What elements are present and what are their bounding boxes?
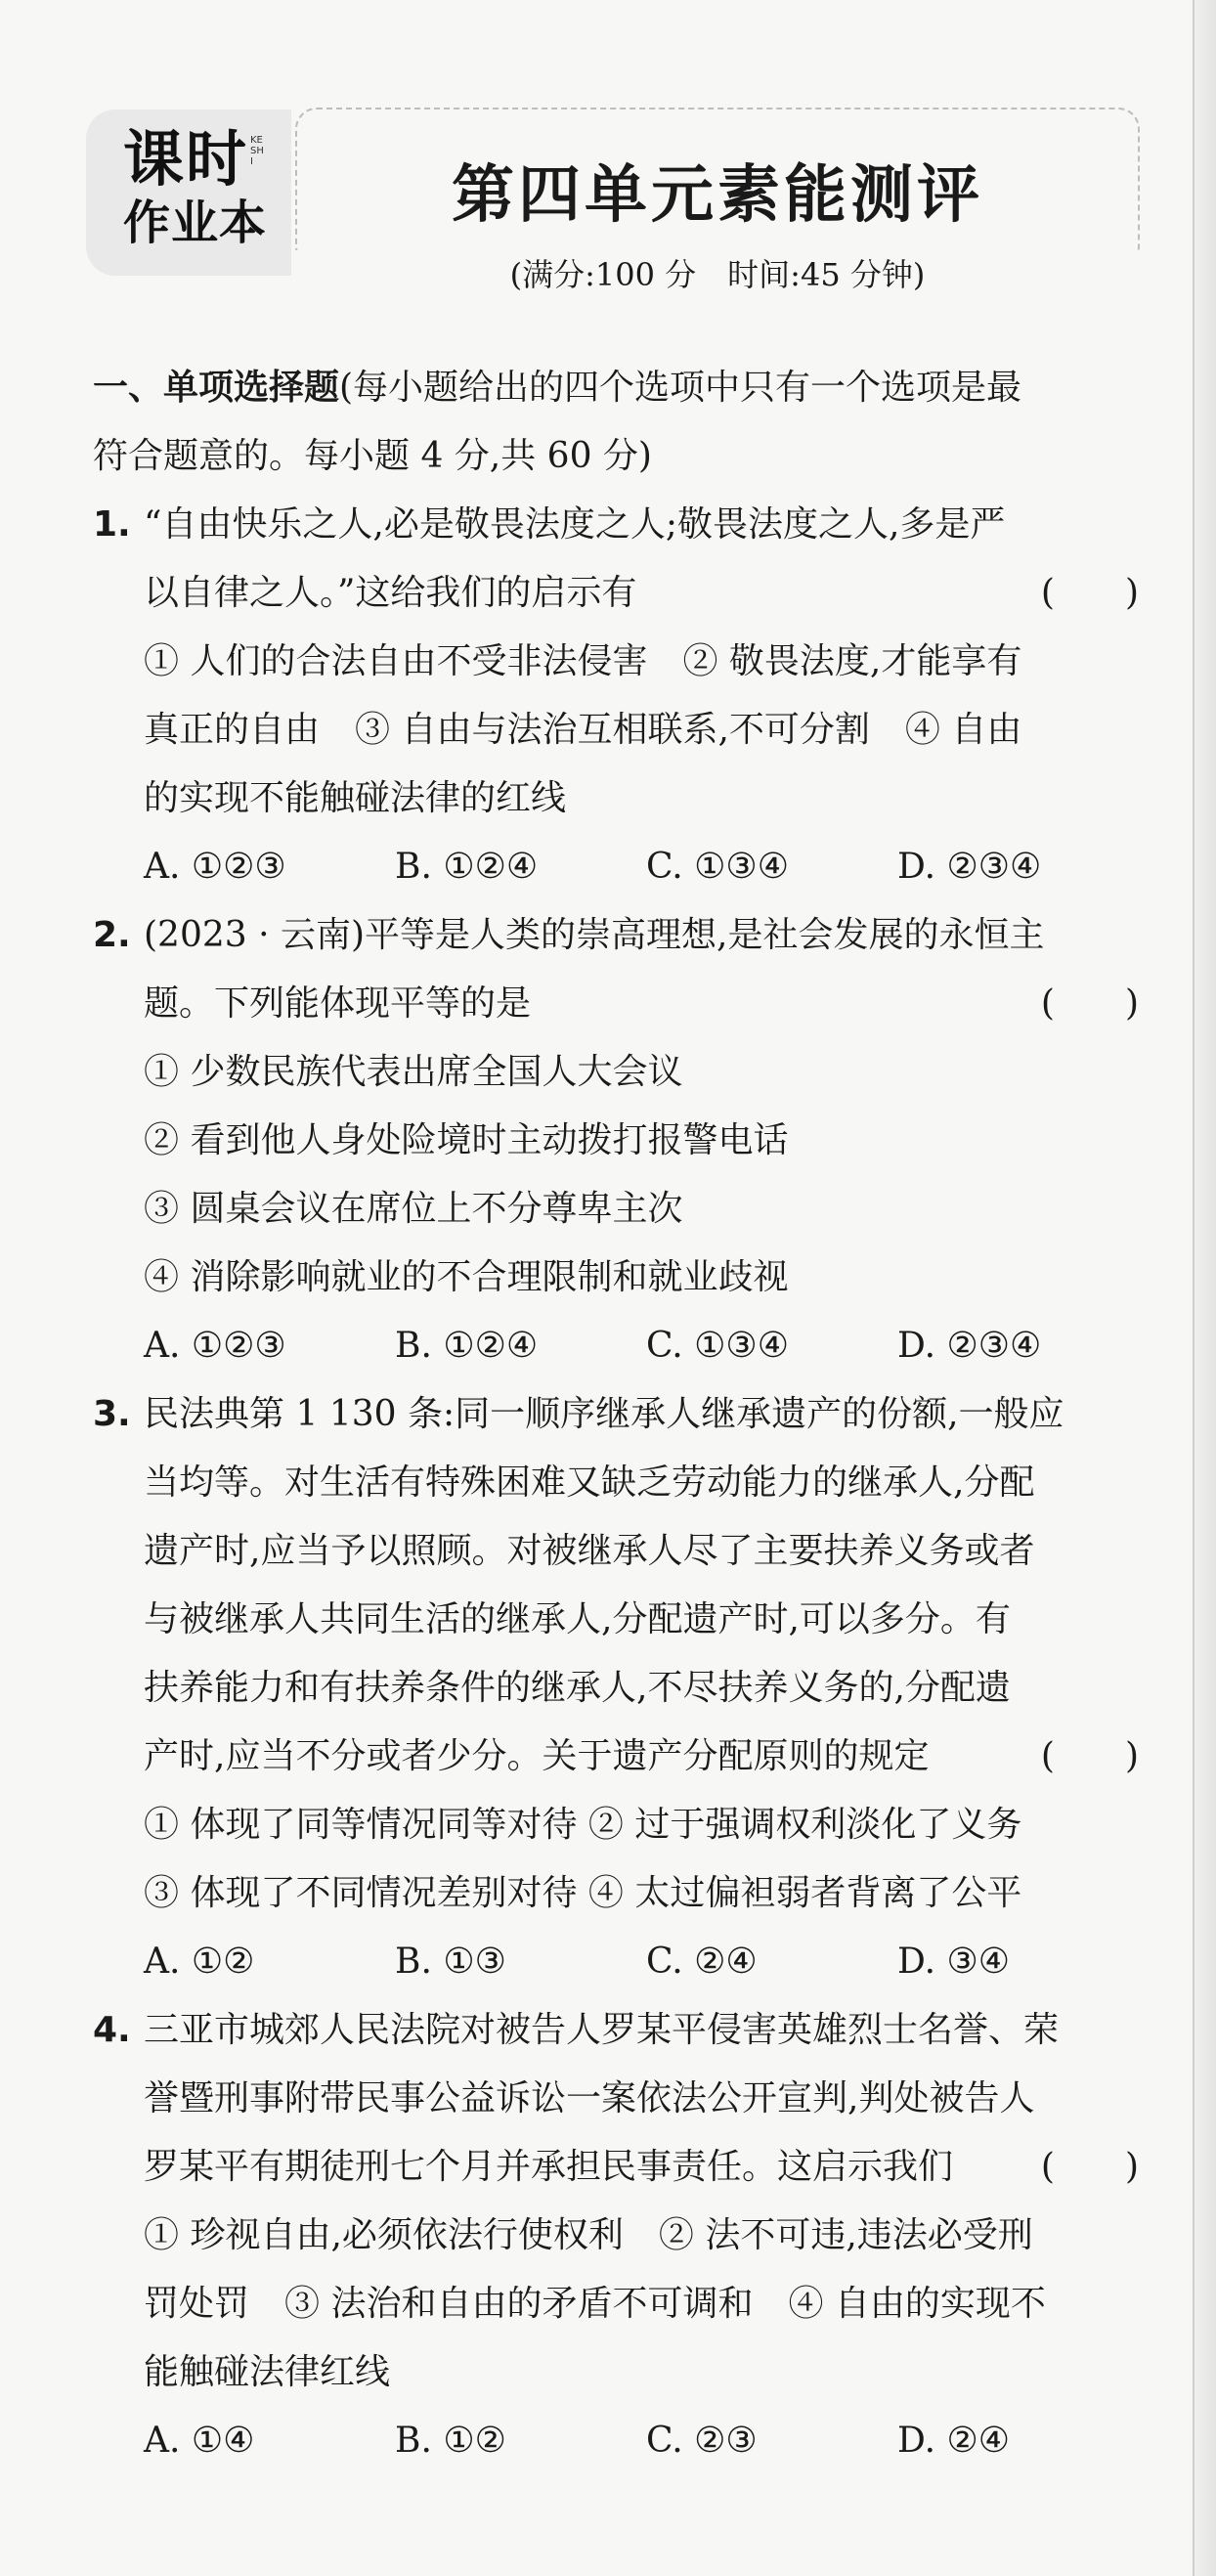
logo (86, 109, 291, 276)
choice-d[interactable]: D. ③④ (897, 1942, 1011, 1982)
choice-a[interactable]: A. ①② (144, 1942, 255, 1982)
choice-b[interactable]: B. ①③ (395, 1942, 506, 1982)
choice-b[interactable]: B. ①② (395, 2421, 506, 2461)
question-stem-line: 扶养能力和有扶养条件的继承人,不尽扶养义务的,分配遗 (144, 1668, 1011, 1708)
answer-bracket: ( ) (1040, 2147, 1139, 2187)
stem-text: 罗某平有期徒刑七个月并承担民事责任。这启示我们 (144, 2147, 954, 2187)
stem-text: 以自律之人。”这给我们的启示有 (144, 573, 637, 613)
stem-text: 产时,应当不分或者少分。关于遗产分配原则的规定 (144, 1736, 930, 1776)
logo-line1: 课时 (123, 123, 249, 195)
logo-line2: 作业本 (123, 196, 268, 250)
question-stem-line (93, 970, 1149, 1038)
logo-small-text: KESHI (250, 135, 264, 167)
answer-bracket: ( ) (1040, 983, 1139, 1024)
choice-c[interactable]: C. ②③ (646, 2421, 758, 2461)
option-line: 真正的自由 ③ 自由与法治互相联系,不可分割 ④ 自由 (144, 710, 1022, 750)
question-stem-line: 当均等。对生活有特殊困难又缺乏劳动能力的继承人,分配 (144, 1463, 1035, 1503)
choice-a[interactable]: A. ①②③ (144, 847, 286, 887)
page-subtitle: (满分:100 分 时间:45 分钟) (295, 250, 1140, 295)
choice-d[interactable]: D. ②③④ (897, 1326, 1042, 1366)
choice-b[interactable]: B. ①②④ (395, 847, 539, 887)
choice-d[interactable]: D. ②④ (897, 2421, 1011, 2461)
option-line: ① 珍视自由,必须依法行使权利 ② 法不可违,违法必受刑 (144, 2215, 1033, 2255)
content (93, 354, 1149, 2475)
option-line: 的实现不能触碰法律的红线 (144, 778, 567, 818)
choice-row (93, 1928, 1149, 1996)
choice-a[interactable]: A. ①④ (144, 2421, 255, 2461)
choice-c[interactable]: C. ②④ (646, 1942, 758, 1982)
option-line: ④ 消除影响就业的不合理限制和就业歧视 (144, 1257, 789, 1297)
stem-text: “自由快乐之人,必是敬畏法度之人;敬畏法度之人,多是严 (144, 504, 1006, 545)
choice-row (93, 2407, 1149, 2475)
question-stem-line (93, 2133, 1149, 2202)
question-stem-line (93, 901, 1149, 970)
option-line: 能触碰法律红线 (144, 2352, 391, 2392)
question-stem-line (93, 1996, 1149, 2065)
choice-c[interactable]: C. ①③④ (646, 847, 789, 887)
question-1 (93, 491, 1149, 901)
option-line: ① 少数民族代表出席全国人大会议 (144, 1052, 683, 1092)
stem-text: 民法典第 1 130 条:同一顺序继承人继承遗产的份额,一般应 (144, 1394, 1064, 1434)
question-4 (93, 1996, 1149, 2475)
question-number: 2. (93, 915, 131, 955)
question-stem-line: 誉暨刑事附带民事公益诉讼一案依法公开宣判,判处被告人 (144, 2078, 1035, 2118)
question-3 (93, 1380, 1149, 1996)
stem-text: 三亚市城郊人民法院对被告人罗某平侵害英雄烈士名誉、荣 (144, 2010, 1060, 2050)
question-stem-line: 与被继承人共同生活的继承人,分配遗产时,可以多分。有 (144, 1599, 1011, 1639)
option-line: ① 体现了同等情况同等对待 ② 过于强调权利淡化了义务 (144, 1805, 1022, 1845)
option-line: ① 人们的合法自由不受非法侵害 ② 敬畏法度,才能享有 (144, 641, 1022, 681)
page-title: 第四单元素能测评 (452, 158, 983, 232)
section-heading (93, 354, 1149, 422)
stem-text: (2023 · 云南)平等是人类的崇高理想,是社会发展的永恒主 (144, 915, 1045, 955)
question-stem-line (93, 559, 1149, 628)
section-desc-line1: (每小题给出的四个选项中只有一个选项是最 (339, 368, 1022, 408)
choice-d[interactable]: D. ②③④ (897, 847, 1042, 887)
section-label: 一、单项选择题 (93, 368, 340, 408)
option-line: ② 看到他人身处险境时主动拨打报警电话 (144, 1120, 789, 1160)
question-number: 3. (93, 1394, 131, 1434)
question-number: 4. (93, 2010, 131, 2050)
option-line: ③ 圆桌会议在席位上不分尊卑主次 (144, 1189, 683, 1229)
choice-row (93, 1312, 1149, 1380)
stem-text: 题。下列能体现平等的是 (144, 983, 532, 1024)
option-line: 罚处罚 ③ 法治和自由的矛盾不可调和 ④ 自由的实现不 (144, 2284, 1046, 2324)
question-stem-line: 遗产时,应当予以照顾。对被继承人尽了主要扶养义务或者 (144, 1531, 1035, 1571)
option-line: ③ 体现了不同情况差别对待 ④ 太过偏袒弱者背离了公平 (144, 1873, 1022, 1913)
choice-b[interactable]: B. ①②④ (395, 1326, 539, 1366)
choice-a[interactable]: A. ①②③ (144, 1326, 286, 1366)
question-stem-line (93, 491, 1149, 559)
section-desc-line2: 符合题意的。每小题 4 分,共 60 分) (93, 436, 652, 476)
choice-row (93, 833, 1149, 901)
answer-bracket: ( ) (1040, 573, 1139, 613)
question-2 (93, 901, 1149, 1380)
title-box (295, 108, 1140, 268)
question-stem-line (93, 1723, 1149, 1791)
page-edge (1193, 0, 1216, 2576)
choice-c[interactable]: C. ①③④ (646, 1326, 789, 1366)
question-stem-line (93, 1380, 1149, 1449)
question-number: 1. (93, 504, 131, 545)
answer-bracket: ( ) (1040, 1736, 1139, 1776)
